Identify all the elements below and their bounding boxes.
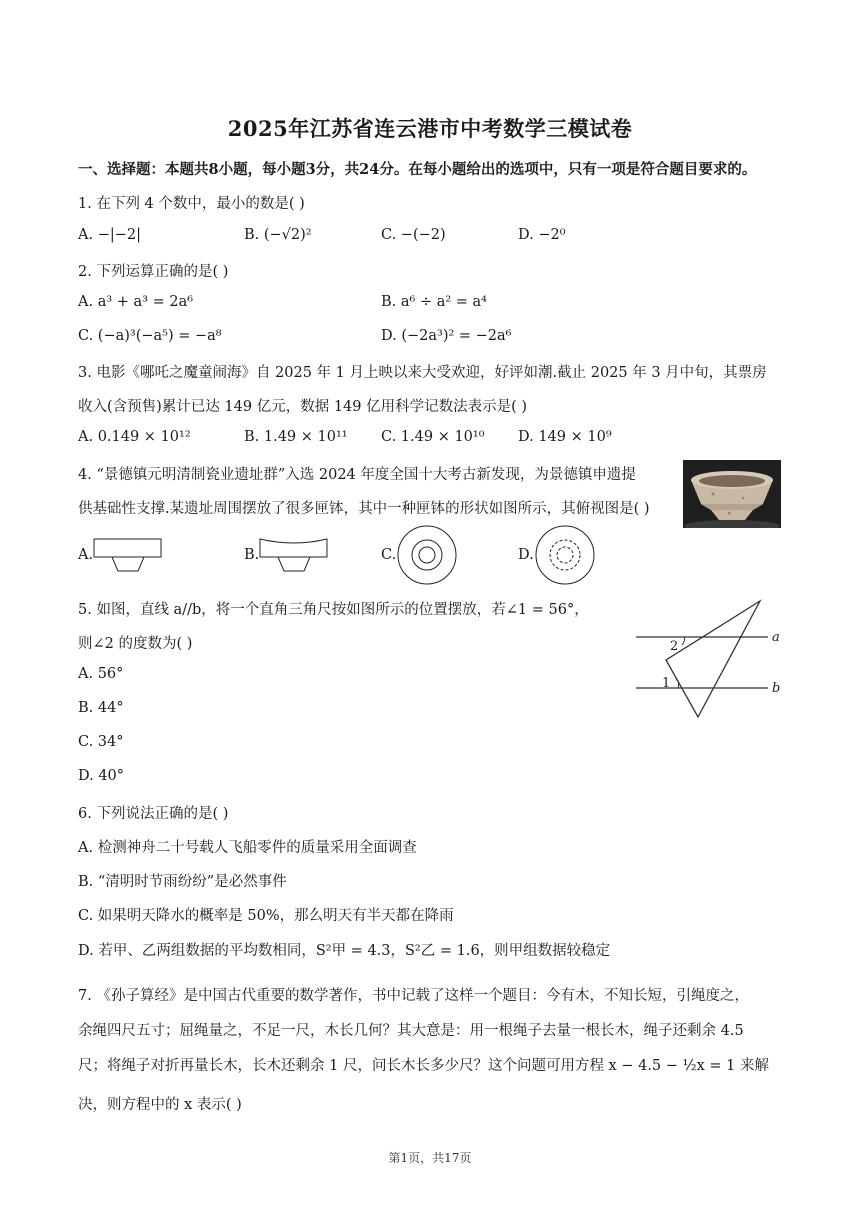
q4-option-b-label: B. (244, 547, 260, 563)
q5-option-b: B. 44° (78, 700, 124, 716)
q1-option-a: A. −|−2| (78, 227, 141, 243)
section-heading: 一、选择题：本题共8小题，每小题3分，共24分。在每小题给出的选项中，只有一项是符合题目要求的。 (78, 161, 757, 178)
saggar-bowl-photo (683, 460, 781, 528)
q4-option-b-figure (258, 537, 330, 575)
q5-option-d: D. 40° (78, 768, 125, 784)
q7-line3: 尺；将绳子对折再量长木，长木还剩余 1 尺，问长木长多少尺？这个问题可用方程 x − 4.5 − ½x = 1 来解 (78, 1058, 769, 1074)
q7-line2: 余绳四尺五寸；屈绳量之，不足一尺，木长几何？其大意是：用一根绳子去量一根长木，绳子还剩余 4.5 (78, 1023, 744, 1039)
q7-line1: 7. 《孙子算经》是中国古代重要的数学著作，书中记载了这样一个题目：今有木，不知长短，引绳度之， (78, 988, 749, 1004)
angle-1-label: 1 (662, 676, 671, 691)
q7-line4: 决，则方程中的 x 表示( ) (78, 1097, 242, 1113)
q6-option-b: B. “清明时节雨纷纷”是必然事件 (78, 874, 287, 890)
page-footer: 第1页，共17页 (388, 1151, 472, 1165)
q1-stem: 1. 在下列 4 个数中，最小的数是( ) (78, 196, 305, 212)
q6-option-c: C. 如果明天降水的概率是 50%，那么明天有半天都在降雨 (78, 908, 454, 924)
angle-2-label: 2 (670, 639, 679, 654)
q4-option-c-figure (396, 524, 458, 586)
q1-option-b: B. (−√2)² (244, 227, 312, 243)
q4-option-d-figure (534, 524, 596, 586)
q2-option-a: A. a³ + a³ = 2a⁶ (78, 294, 194, 310)
q2-stem: 2. 下列运算正确的是( ) (78, 264, 229, 280)
q3-option-d: D. 149 × 10⁹ (518, 429, 612, 445)
q3-option-a: A. 0.149 × 10¹² (78, 429, 191, 445)
q4-option-a-figure (92, 537, 164, 575)
q5-option-a: A. 56° (78, 666, 124, 682)
q4-option-d-label: D. (518, 547, 534, 563)
q6-stem: 6. 下列说法正确的是( ) (78, 806, 229, 822)
q5-parallel-lines-figure (632, 596, 784, 722)
line-b-label: b (772, 681, 781, 696)
q5-stem-line1: 5. 如图，直线 a//b，将一个直角三角尺按如图所示的位置摆放，若∠1 = 56°， (78, 602, 589, 618)
line-a-label: a (772, 630, 780, 645)
q3-option-b: B. 1.49 × 10¹¹ (244, 429, 348, 445)
q4-option-c-label: C. (381, 547, 397, 563)
q3-option-c: C. 1.49 × 10¹⁰ (381, 429, 485, 445)
q6-option-d: D. 若甲、乙两组数据的平均数相同，S²甲 = 4.3，S²乙 = 1.6，则甲组数据较稳定 (78, 943, 611, 959)
q4-stem-line1: 4. “景德镇元明清制瓷业遗址群”入选 2024 年度全国十大考古新发现，为景德镇申遗提 (78, 467, 636, 483)
q6-option-a: A. 检测神舟二十号载人飞船零件的质量采用全面调查 (78, 840, 417, 856)
q1-option-d: D. −2⁰ (518, 227, 566, 243)
q5-stem-line2: 则∠2 的度数为( ) (78, 636, 193, 652)
q3-stem-line2: 收入(含预售)累计已达 149 亿元，数据 149 亿用科学记数法表示是( ) (78, 399, 528, 415)
page-title: 2025年江苏省连云港市中考数学三模试卷 (227, 116, 633, 141)
q1-option-c: C. −(−2) (381, 227, 446, 243)
q4-stem-line2: 供基础性支撑.某遗址周围摆放了很多匣钵，其中一种匣钵的形状如图所示，其俯视图是( ) (78, 501, 650, 517)
q2-option-d: D. (−2a³)² = −2a⁶ (381, 328, 512, 344)
q3-stem-line1: 3. 电影《哪吒之魔童闹海》自 2025 年 1 月上映以来大受欢迎，好评如潮.截止 2025 年 3 月中旬，其票房 (78, 365, 767, 381)
q4-option-a-label: A. (78, 547, 94, 563)
q2-option-b: B. a⁶ ÷ a² = a⁴ (381, 294, 487, 310)
q2-option-c: C. (−a)³(−a⁵) = −a⁸ (78, 328, 222, 344)
q5-option-c: C. 34° (78, 734, 124, 750)
